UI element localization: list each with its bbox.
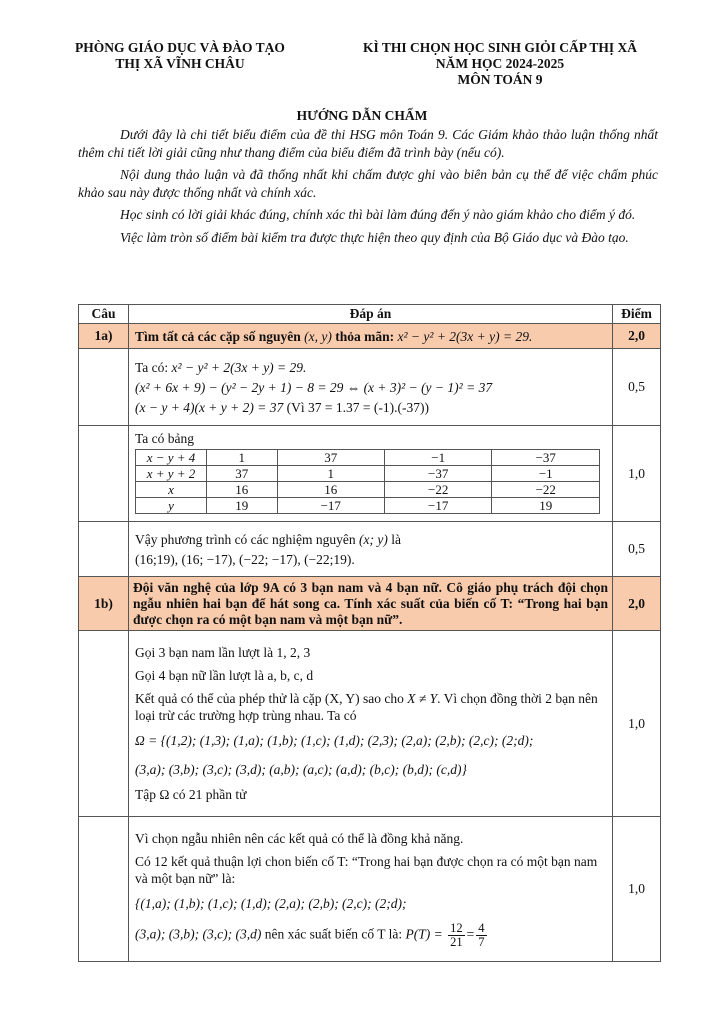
col-header-answer: Đáp án	[129, 305, 613, 324]
values-cell: −37	[492, 449, 600, 465]
intro-paragraph: Việc làm tròn số điểm bài kiểm tra được thực hiện theo quy định của Bộ Giáo dục và Đào tạo.	[120, 229, 629, 245]
step-points: 0,5	[613, 522, 661, 577]
page-title: HƯỚNG DẪN CHẤM	[296, 108, 428, 123]
answer-step-1b-1	[129, 631, 613, 817]
values-row	[136, 449, 600, 465]
question-row-1b	[79, 577, 661, 631]
values-cell: 19	[207, 497, 278, 513]
answer-row	[79, 349, 661, 426]
answer-row	[79, 817, 661, 962]
table-header-row	[79, 305, 661, 324]
step-text: Ta có:	[135, 359, 169, 375]
values-row	[136, 465, 600, 481]
favorable-set-line: {(1,a); (1,b); (1,c); (1,d); (2,a); (2,b); (2,c); (2;d);	[135, 895, 407, 911]
step-text-part: nên xác suất biến cố T là:	[264, 926, 403, 942]
sample-space-line: Ω = {(1,2); (1,3); (1,a); (1,b); (1,c); (1,d); (2,3); (2,a); (2,b); (2,c); (2;d);	[135, 733, 534, 748]
answer-step-2	[129, 426, 613, 522]
question-text: Đội văn nghệ của lớp 9A có 3 bạn nam và 4 bạn nữ. Cô giáo phụ trách đội chọn ngẫu nhiên hai bạn để hát song ca. Tính xác suất của biến cố T: “Trong hai bạn được chọn ra có một bạn nam và một bạn nữ”.	[129, 577, 613, 631]
values-cell: 37	[277, 449, 384, 465]
fraction	[448, 922, 465, 949]
question-points: 2,0	[613, 577, 661, 631]
values-cell: −22	[384, 481, 491, 497]
values-cell: x − y + 4	[136, 449, 207, 465]
values-cell: 19	[492, 497, 600, 513]
intro-text	[78, 126, 658, 251]
intro-paragraph: Nội dung thảo luận và đã thống nhất khi chấm được ghi vào biên bản cụ thể để việc chấm phúc khảo sau này được thống nhất và chính xác.	[78, 167, 658, 200]
values-cell: −1	[492, 465, 600, 481]
values-cell: −17	[277, 497, 384, 513]
step-points: 0,5	[613, 349, 661, 426]
probability-lhs: P(T) =	[405, 926, 443, 942]
values-cell: 37	[207, 465, 278, 481]
grading-table	[78, 304, 661, 962]
values-cell: y	[136, 497, 207, 513]
values-row	[136, 497, 600, 513]
step-text-part: Kết quả có thể của phép thử là cặp (X, Y) sao cho	[135, 691, 404, 706]
question-points: 2,0	[613, 324, 661, 349]
step-note: (Vì 37 = 1.37 = (-1).(-37))	[286, 399, 429, 415]
fraction-denominator: 21	[450, 934, 463, 949]
answer-row	[79, 426, 661, 522]
answer-row	[79, 522, 661, 577]
dept-name: PHÒNG GIÁO DỤC VÀ ĐÀO TẠO	[75, 40, 285, 55]
question-text	[129, 324, 613, 349]
values-cell: 16	[207, 481, 278, 497]
step-text-part: . Vì chọn đồng thời 2 bạn nên loại trừ các trường hợp trùng nhau. Ta có	[135, 691, 598, 723]
subject: MÔN TOÁN 9	[457, 72, 543, 87]
fraction-numerator: 12	[450, 920, 463, 935]
step-equation: X ≠ Y	[407, 691, 438, 706]
values-cell: −22	[492, 481, 600, 497]
question-row-1a	[79, 324, 661, 349]
fraction	[476, 922, 486, 949]
answer-step-3	[129, 522, 613, 577]
answer-step-1	[129, 349, 613, 426]
favorable-set-line: (3,a); (3,b); (3,c); (3,d) nên xác suất biến cố T là: P(T) = $\frac{12}{21}$ = $\frac{4}{7}$	[135, 920, 485, 949]
step-text: Ta có bảng	[135, 430, 195, 446]
question-label: 1a)	[79, 324, 129, 349]
school-year: NĂM HỌC 2024-2025	[435, 56, 565, 71]
step-text: Tập Ω có 21 phần tử	[135, 787, 247, 802]
values-cell: 16	[277, 481, 384, 497]
district-name: THỊ XÃ VĨNH CHÂU	[115, 56, 245, 71]
col-header-points: Điểm	[613, 305, 661, 324]
question-equation: x² − y² + 2(3x + y) = 29.	[397, 328, 533, 344]
intro-paragraph: Học sinh có lời giải khác đúng, chính xác thì bài làm đúng đến ý nào giám khảo cho điểm ý đó.	[120, 207, 636, 222]
step-equation: (x − y + 4)(x + y + 2) = 37	[135, 399, 284, 415]
step-text: là	[391, 531, 402, 547]
step-points: 1,0	[613, 817, 661, 962]
step-equation: (x² + 6x + 9) − (y² − 2y + 1) − 8 = 29 ⇔ (x + 3)² − (y − 1)² = 37	[135, 379, 493, 395]
step-points: 1,0	[613, 631, 661, 817]
question-pair: (x, y)	[304, 328, 332, 344]
exam-name: KÌ THI CHỌN HỌC SINH GIỎI CẤP THỊ XÃ	[362, 40, 638, 55]
favorable-set-part: (3,a); (3,b); (3,c); (3,d)	[135, 926, 262, 942]
values-cell: 1	[277, 465, 384, 481]
values-cell: x	[136, 481, 207, 497]
values-table	[135, 449, 600, 514]
values-cell: −17	[384, 497, 491, 513]
values-cell: x + y + 2	[136, 465, 207, 481]
answer-step-1b-2	[129, 817, 613, 962]
header-right	[330, 40, 670, 88]
question-prefix: Tìm tất cả các cặp số nguyên	[135, 328, 301, 344]
col-header-question: Câu	[79, 305, 129, 324]
intro-paragraph: Dưới đây là chi tiết biểu điểm của đề thi HSG môn Toán 9. Các Giám khảo thảo luận thống nhất thêm chi tiết lời giải cũng như thang điểm của biểu điểm đã trình bày (nếu có).	[78, 127, 658, 160]
step-text: Gọi 4 bạn nữ lần lượt là a, b, c, d	[135, 668, 314, 683]
fraction-denominator: 7	[478, 934, 485, 949]
values-cell: −1	[384, 449, 491, 465]
values-row	[136, 481, 600, 497]
header-left	[55, 40, 305, 72]
step-text: Gọi 3 bạn nam lần lượt là 1, 2, 3	[135, 645, 311, 660]
step-points: 1,0	[613, 426, 661, 522]
values-cell: 1	[207, 449, 278, 465]
question-label: 1b)	[79, 577, 129, 631]
step-solutions: (16;19), (16; −17), (−22; −17), (−22;19).	[135, 551, 355, 567]
answer-row	[79, 631, 661, 817]
sample-space-line: (3,a); (3,b); (3,c); (3,d); (a,b); (a,c); (a,d); (b,c); (b,d); (c,d)}	[135, 762, 467, 777]
step-equation: x² − y² + 2(3x + y) = 29.	[171, 359, 307, 375]
step-pair: (x; y)	[359, 531, 388, 547]
question-mid: thỏa mãn:	[335, 328, 395, 344]
step-text	[135, 690, 606, 724]
step-text: Vậy phương trình có các nghiệm nguyên	[135, 531, 356, 547]
fraction-numerator: 4	[478, 920, 485, 935]
step-text: Vì chọn ngẫu nhiên nên các kết quả có thể là đồng khả năng.	[135, 830, 464, 846]
values-cell: −37	[384, 465, 491, 481]
step-text: Có 12 kết quả thuận lợi chon biến cố T: “Trong hai bạn được chọn ra có một bạn nam và một bạn nữ” là:	[135, 853, 598, 886]
